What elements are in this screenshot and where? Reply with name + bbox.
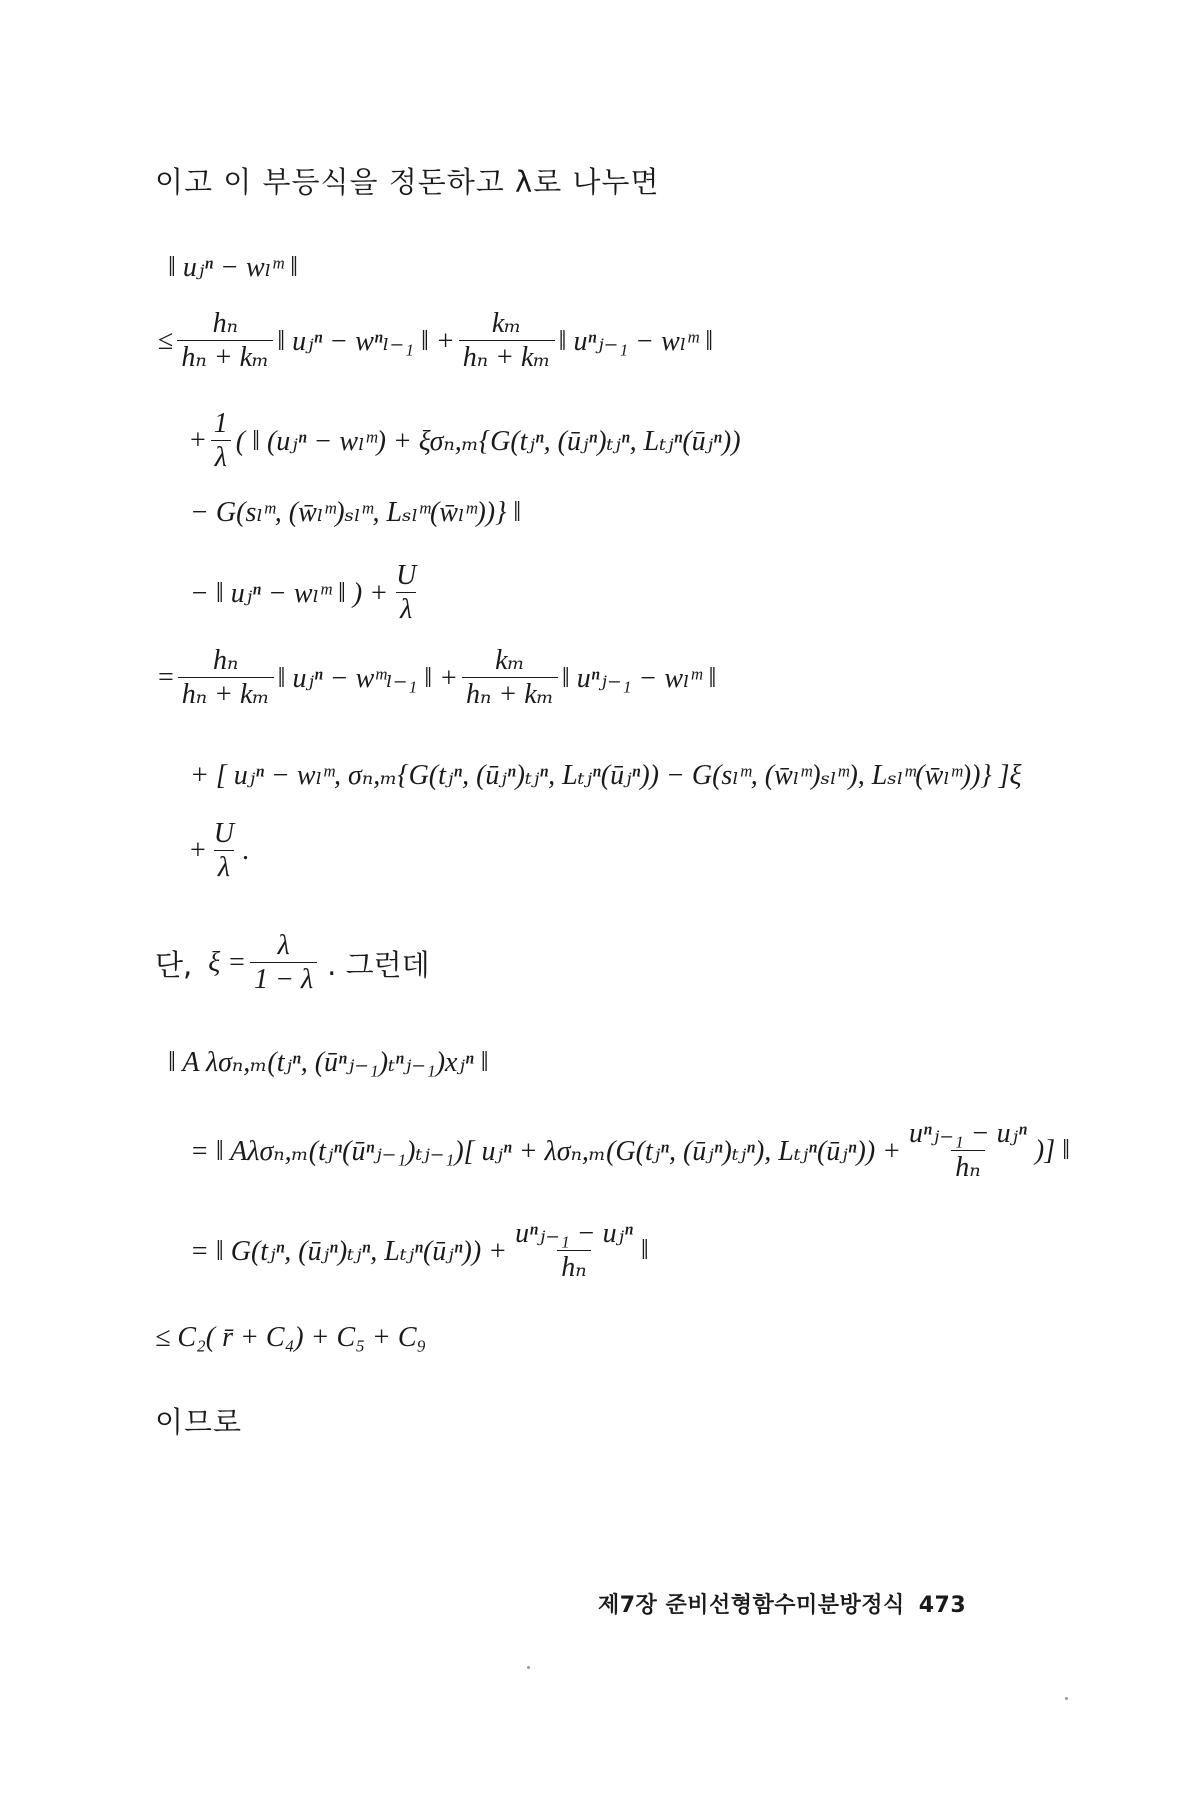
fraction-denominator: λ xyxy=(214,850,234,885)
equation-inequality-line4 xyxy=(190,560,424,627)
fraction-denominator: hₙ + kₘ xyxy=(177,340,273,375)
fraction-difference-quotient xyxy=(905,1118,1031,1185)
equation-term: ( ‖ (uⱼⁿ − wₗᵐ) + ξσₙ,ₘ{G(tⱼⁿ, (ūⱼⁿ)ₜⱼⁿ, Lₜⱼⁿ(ūⱼⁿ)) xyxy=(235,426,741,458)
equation-term: ‖ uⁿⱼ₋₁ − wₗᵐ ‖ xyxy=(558,326,714,358)
plus-sign: + xyxy=(190,835,206,867)
geureonde-text: . 그런데 xyxy=(327,947,430,982)
equation-term: )] ‖ xyxy=(1034,1135,1070,1167)
equation-operator-norm: ‖ A λσₙ,ₘ(tⱼⁿ, (ūⁿⱼ₋₁)ₜⁿⱼ₋₁)xⱼⁿ ‖ xyxy=(168,1047,489,1078)
fraction-numerator: 1 xyxy=(213,408,228,439)
equation-equality-line1 xyxy=(158,645,716,712)
fraction-denominator: hₙ + kₘ xyxy=(178,677,274,712)
fraction-denominator: hₙ + kₘ xyxy=(459,340,555,375)
fraction-numerator: uⁿⱼ₋₁ − uⱼⁿ xyxy=(909,1118,1027,1149)
fraction-u-over-lambda xyxy=(210,818,238,885)
equation-inequality-line2 xyxy=(190,408,741,475)
fraction-numerator: kₘ xyxy=(491,308,522,339)
leq-sign: ≤ xyxy=(158,325,174,357)
equation-inequality-line1 xyxy=(158,308,713,375)
equation-term: = ‖ Aλσₙ,ₘ(tⱼⁿ(ūⁿⱼ₋₁)ₜⱼ₋₁)[ uⱼⁿ + λσₙ,ₘ(G(tⱼⁿ, (ūⱼⁿ)ₜⱼⁿ), Lₜⱼⁿ(ūⱼⁿ)) + xyxy=(190,1136,902,1168)
fraction-numerator: hₙ xyxy=(213,645,239,676)
equation-equality-line2: + [ uⱼⁿ − wₗᵐ, σₙ,ₘ{G(tⱼⁿ, (ūⱼⁿ)ₜⱼⁿ, Lₜⱼⁿ(ūⱼⁿ)) − G(sₗᵐ, (w̄ₗᵐ)ₛₗᵐ), Lₛₗᵐ(w̄ₗᵐ))} ]ξ xyxy=(190,760,1022,791)
xi-lhs: ξ = xyxy=(208,947,247,979)
plus-sign: + xyxy=(190,425,206,457)
imeuro-text: 이므로 xyxy=(155,1405,243,1439)
equation-bound: ≤ C₂( r̄ + C₄) + C₅ + C₉ xyxy=(155,1322,427,1353)
intro-text: 이고 이 부등식을 정돈하고 λ로 나누면 xyxy=(155,165,660,199)
equation-term: ‖ uⱼⁿ − wⁿₗ₋₁ ‖ + xyxy=(277,326,455,358)
fraction-denominator: 1 − λ xyxy=(250,962,317,997)
equation-equality-line3 xyxy=(190,818,249,885)
chapter-title: 제7장 준비선형함수미분방정식 xyxy=(598,1593,905,1618)
equation-term: ‖ xyxy=(640,1235,649,1267)
equation-inequality-line3: − G(sₗᵐ, (w̄ₗᵐ)ₛₗᵐ, Lₛₗᵐ(w̄ₗᵐ))} ‖ xyxy=(190,497,522,528)
dan-label: 단, xyxy=(155,947,193,982)
fraction-u-over-lambda xyxy=(392,560,420,627)
page-number: 473 xyxy=(918,1593,967,1618)
fraction-numerator: U xyxy=(396,560,417,591)
fraction-denominator: λ xyxy=(396,592,416,627)
equation-term: − ‖ uⱼⁿ − wₗᵐ ‖ ) + xyxy=(190,578,389,610)
fraction-numerator: uⁿⱼ₋₁ − uⱼⁿ xyxy=(515,1218,633,1249)
period: . xyxy=(242,835,250,867)
equals-sign: = xyxy=(158,662,174,694)
fraction-numerator: U xyxy=(213,818,235,849)
xi-definition-line xyxy=(155,930,430,997)
fraction-denominator: hₙ xyxy=(951,1150,984,1185)
fraction-one-over-lambda xyxy=(210,408,232,475)
fraction-numerator: λ xyxy=(277,930,290,961)
equation-operator-line3 xyxy=(190,1218,649,1285)
equation-operator-line2 xyxy=(190,1118,1070,1185)
equation-term: ‖ uⁿⱼ₋₁ − wₗᵐ ‖ xyxy=(561,663,717,695)
equation-term: = ‖ G(tⱼⁿ, (ūⱼⁿ)ₜⱼⁿ, Lₜⱼⁿ(ūⱼⁿ)) + xyxy=(190,1236,508,1268)
fraction-numerator: kₘ xyxy=(495,645,525,676)
fraction-numerator: hₙ xyxy=(212,308,238,339)
fraction-denominator: λ xyxy=(211,440,231,475)
fraction-denominator: hₙ xyxy=(557,1250,590,1285)
fraction-denominator: hₙ + kₘ xyxy=(462,677,558,712)
equation-norm-difference: ‖ uⱼⁿ − wₗᵐ ‖ xyxy=(168,252,298,283)
fraction-difference-quotient xyxy=(511,1218,637,1285)
fraction-hn xyxy=(177,308,273,375)
page-footer xyxy=(598,1588,966,1619)
fraction-km xyxy=(459,308,555,375)
equation-term: ‖ uⱼⁿ − wᵐₗ₋₁ ‖ + xyxy=(277,663,459,695)
scan-speck xyxy=(527,1666,530,1669)
fraction-km xyxy=(462,645,558,712)
fraction-xi xyxy=(250,930,317,997)
fraction-hn xyxy=(178,645,274,712)
scan-speck xyxy=(1065,1697,1068,1700)
